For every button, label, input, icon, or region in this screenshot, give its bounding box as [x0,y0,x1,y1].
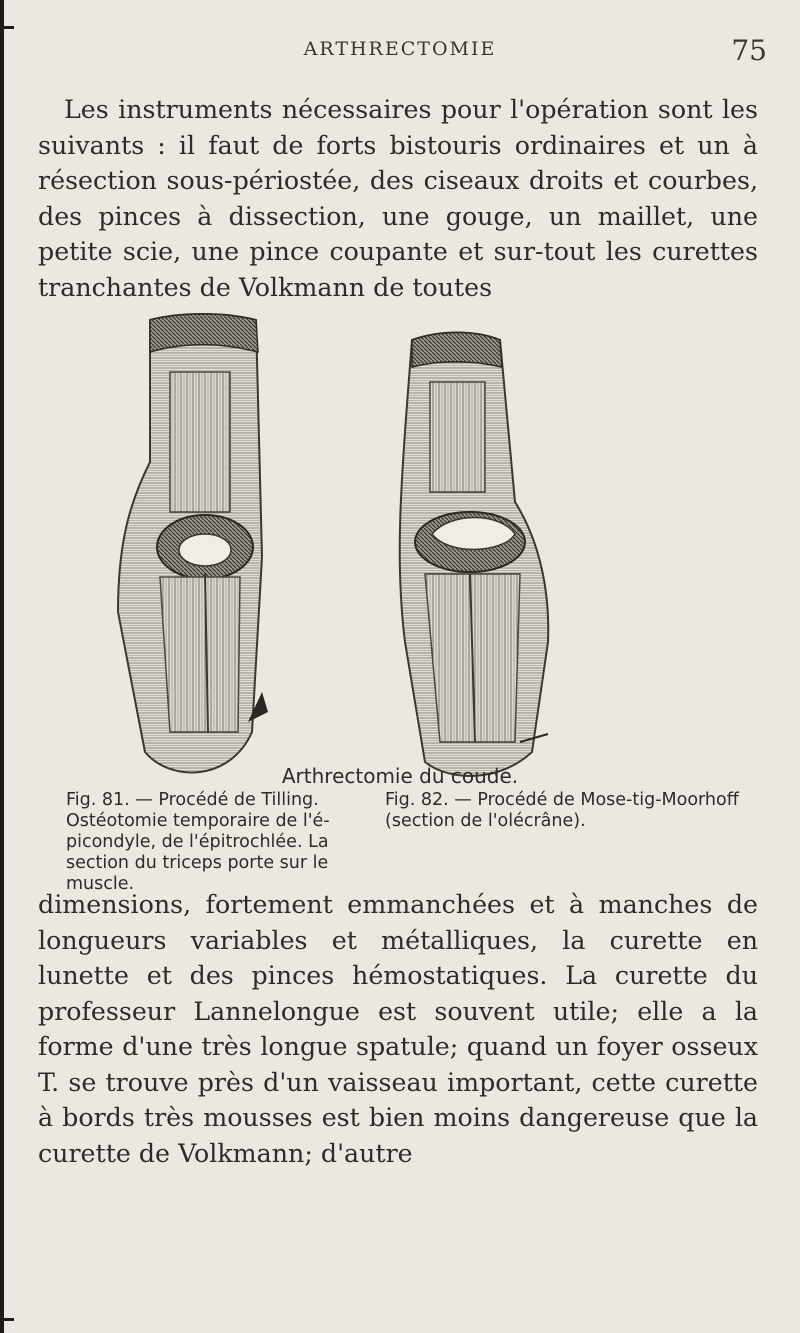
running-head: ARTHRECTOMIE [303,38,497,60]
figure-81-label: Fig. 81. — Procédé de Tilling. [66,790,319,810]
page-header [0,34,800,78]
figure-82-label: Fig. 82. — Procédé de Mose-tig-Moorhoff (section de l'olécrâne). [385,790,739,831]
paragraph-intro: Les instruments nécessaires pour l'opération sont les suivants : il faut de forts bistouris ordinaires et un à résection sous-périostée, des ciseaux droits et courbes, des pinces à dissection, une gouge, un maillet, une petite scie, une pince coupante et sur-tout les curettes tranchantes de Volkmann de toutes [38,95,758,302]
figure-81-caption [66,790,386,895]
fig82-drawing [400,333,549,776]
figure-caption-main: Arthrectomie du coude. [281,764,519,788]
fig81-drawing [118,314,268,772]
page-number: 75 [731,34,767,67]
binding-mark [0,26,14,29]
figure-81-text: Ostéotomie temporaire de l'é-picondyle, de l'épitrochlée. La section du triceps porte sur le muscle. [66,811,330,894]
figure-82-caption [385,790,765,832]
binding-mark [0,1318,14,1321]
elbow-arthrectomy-illustration [0,312,800,782]
paragraph-continuation: dimensions, fortement emmanchées et à manches de longueurs variables et métalliques, la curette en lunette et des pinces hémostatiques. La curette du professeur Lannelongue est souvent utile; elle a la forme d'une très longue spatule; quand un foyer osseux T. se trouve près d'un vaisseau important, cette curette à bords très mousses est bien moins dangereuse que la curette de Volkmann; d'autre [38,890,758,1168]
